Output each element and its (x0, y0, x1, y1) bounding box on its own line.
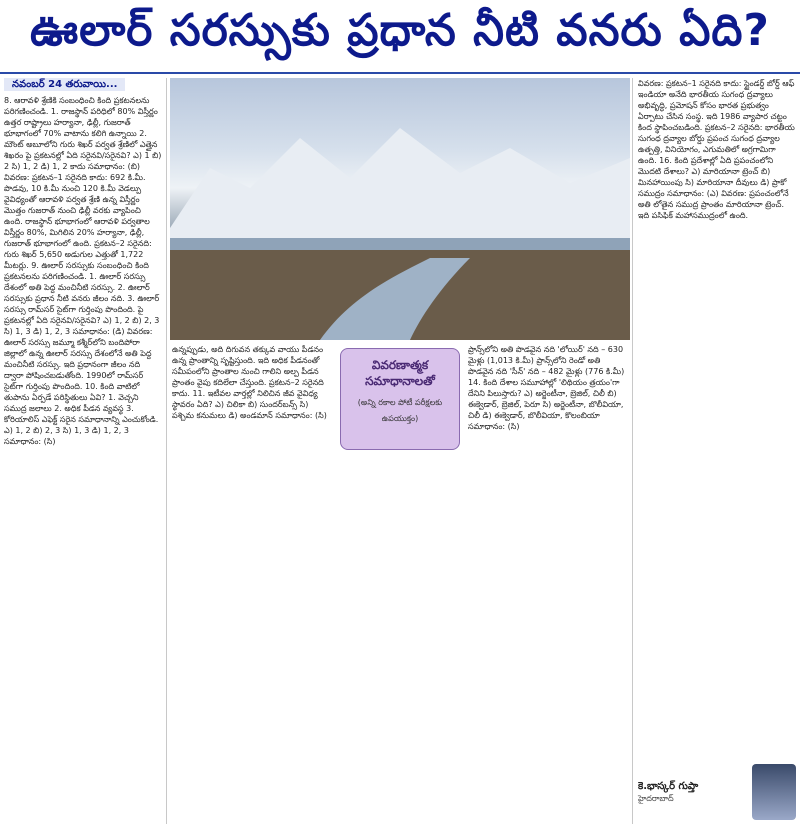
author-name: కె.భాస్కర్ గుప్తా (638, 781, 699, 792)
article-column-3 (468, 344, 628, 824)
badge-line-3: (అన్ని రకాల పోటీ పరీక్షలకు ఉపయుక్తం) (357, 398, 443, 423)
author-location: హైదరాబాద్ (638, 794, 674, 803)
badge-line-2: సమాధానాలతో (365, 374, 435, 388)
column-text-3: ప్రాన్స్‌లోని అతి పొడవైన నది 'లోయిర్' నది – 630 మైళ్లు (1,013 కి.మీ) ప్రాన్స్‌లోని రెండో అతి పొడవైన నది 'సీన్' నది – 482 మైళ్లు (776 కి.మీ) 14. కింది దేశాల సమూహాల్లో 'లిథియం త్రయం'గా దేనిని పిలుస్తారు? ఎ) అర్జెంటీనా, బ్రెజిల్, చిలీ బి) ఈక్వెడార్, బ్రెజిల్, పెరూ సి) అర్జెంటీనా, బొలీవియా, చిలీ డి) ఈక్వెడార్, బొలీవియా, కొలంబియా సమాధానం: (సి) (468, 345, 625, 431)
author-block (634, 760, 798, 824)
column-text-4: వివరణ: ప్రకటన–1 సరైనది కాదు: స్టైండర్డ్ బోర్డ్ ఆఫ్ ఇండియా అనేది భారతీయ సుగంధ ద్రవ్యాలు అభివృద్ధి, ప్రమోషన్ కోసం భారత ప్రభుత్వం ఏర్పాటు చేసిన సంస్థ. ఇది 1986 వ్యాపార చట్టం కింద స్థాపించబడింది. ప్రకటన–2 సరైనది: భారతీయ సుగంధ ద్రవ్యాల బోర్డు ప్రపంచ సుగంధ ద్రవ్యాల ఉత్పత్తి, వినియోగం, ఎగుమతిలో అగ్రగామిగా ఉంది. 16. కింది ప్రదేశాల్లో ఏది ప్రపంచంలోని మొదటి దేశాలు? ఎ) మారియానా ట్రెంచ్ బి) మినహాయింపు సి) మారియానా దీవులు డి) ప్రాకో సముద్రం సమాధానం: (ఎ) వివరణ: ప్రపంచంలోనే అతి లోతైన సముద్ర ప్రాంతం మారియానా ట్రెంచ్. ఇది పసిఫిక్ మహాసముద్రంలో ఉంది. (638, 79, 795, 220)
mountain-lake-image (170, 78, 630, 340)
column-divider-1 (166, 78, 167, 824)
page-title: ఊలార్ సరస్సుకు ప్రధాన నీటి వనరు ఏది? (0, 0, 800, 74)
article-column-1 (4, 78, 162, 824)
author-avatar (752, 764, 796, 820)
column-divider-2 (632, 78, 633, 824)
column-text-1: 8. ఆరావళి శ్రేణికి సంబంధించి కింది ప్రకటనలను పరిగణించండి. 1. రాజస్థాన్ పరిధిలో 80% విస్తీర్ణం ఉత్తర రాష్ట్రాలు హర్యానా, ఢిల్లీ, గుజరాత్ భూభాగంలో 70% వాటాను కలిగి ఉన్నాయి 2. మౌంట్ అబూలోని గురు శిఖర్ పర్వత శ్రేణిలో ఎత్తైన శిఖరం పై ప్రకటనల్లో ఏది సరైనవి/సరైనవి? ఎ) 1 బి) 2 సి) 1, 2 డి) 1, 2 కాదు సమాధానం: (బి) వివరణ: ప్రకటన–1 సరైనది కాదు: 692 కి.మీ. పొడవు, 10 కి.మీ నుంచి 120 కి.మీ వెడల్పు వైవిధ్యంతో ఆరావళి పర్వత శ్రేణి ఉన్న విస్తీర్ణం మొత్తం గుజరాత్ నుంచి ఢిల్లీ వరకు వ్యాపించి ఉంది. రాజస్థాన్ భూభాగంలో ఆరావళి పర్వతాల విస్తీర్ణం 80%, మిగిలిన 20% హర్యానా, ఢిల్లీ, గుజరాత్ భూభాగంలో ఉంది. ప్రకటన–2 సరైనది: గురు శిఖర్ 5,650 అడుగుల ఎత్తుతో 1,722 మీటర్లు. 9. ఊలార్ సరస్సుకు సంబంధించి కింది ప్రకటనలను పరిగణించండి. 1. ఊలార్ సరస్సు దేశంలో అతి పెద్ద మంచినీటి సరస్సు. 2. ఊలార్ సరస్సుకు ప్రధాన నీటి వనరు జీలం నది. 3. ఊలార్ సరస్సు రామ్‌సర్ సైట్‌గా గుర్తింపు పొందింది. పై ప్రకటనల్లో ఏది సరైనవి/సరైనవి? ఎ) 1, 2 బి) 2, 3 సి) 1, 3 డి) 1, 2, 3 సమాధానం: (డి) వివరణ: ఊలార్ సరస్సు జమ్మూ కశ్మీర్‌లోని బందిపోరా జిల్లాలో ఉన్న ఊలార్ సరస్సు దేశంలోనే అతి పెద్ద మంచినీటి సరస్సు. ఇది ప్రధానంగా జీలం నది ద్వారా పోషించబడుతోంది. 1990లో రామ్‌సర్ సైట్‌గా గుర్తింపు పొందింది. 10. కింది వాటిలో తుపాను ఏర్పడే పరిస్థితులు ఏవి? 1. వెచ్చని సముద్ర జలాలు 2. అధిక పీడన వ్యవస్థ 3. కోరియాలిస్ ఎఫెక్ట్ సరైన సమాధానాన్ని ఎంచుకోండి. ఎ) 1, 2 బి) 2, 3 సి) 1, 3 డి) 1, 2, 3 సమాధానం: (సి) (4, 96, 162, 446)
section-tag: నవంబర్ 24 తరువాయి... (4, 78, 125, 91)
column-text-2: ఉన్నప్పుడు, అది దిగువన తక్కువ వాయు పీడనం ఉన్న ప్రాంతాన్ని సృష్టిస్తుంది. ఇది అధిక పీడనంతో సమీపంలోని ప్రాంతాల నుంచి గాలిని అల్ప పీడన ప్రాంతం వైపు కదిలేలా చేస్తుంది. ప్రకటన–2 సరైనది కాదు. 11. ఇటీవల వార్తల్లో నిలిచిన జీవ వైవిధ్య స్థావరం ఏది? ఎ) చిలికా బి) సుందర్‌బన్స్ సి) పశ్చిమ కనుమలు డి) అండమాన్ సమాధానం: (సి) (172, 345, 327, 420)
badge-line-1: వివరణాత్మక (371, 358, 429, 372)
lake-photo (170, 78, 630, 340)
article-column-4 (638, 78, 796, 758)
explained-answers-badge (340, 348, 460, 450)
article-column-2 (172, 344, 332, 824)
